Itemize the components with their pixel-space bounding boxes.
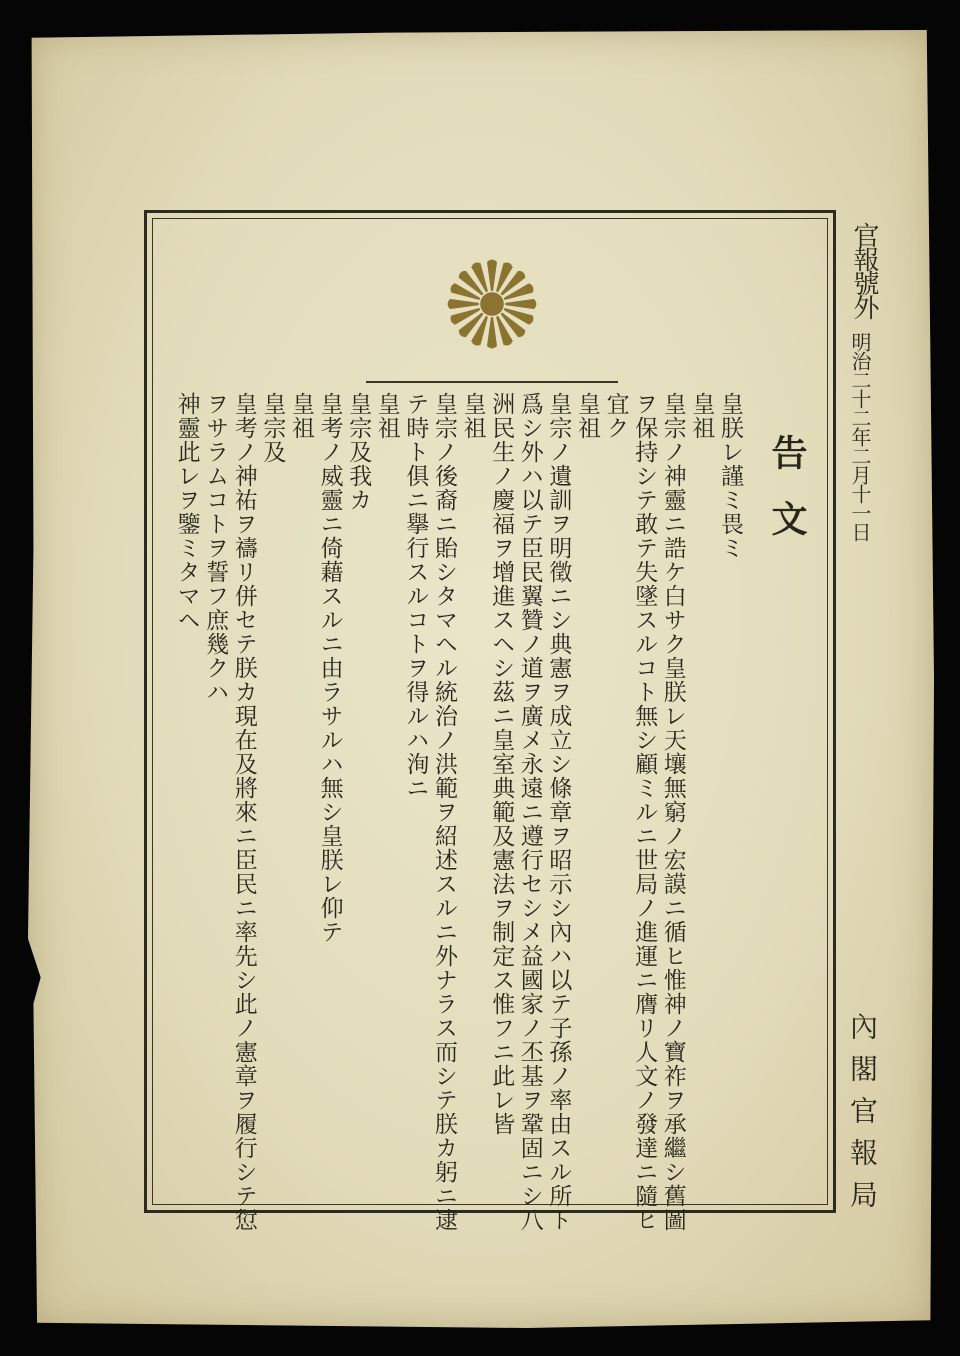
text-column: 皇宗及 [259, 392, 286, 464]
text-column: 皇考ノ神祐ヲ禱リ併セテ朕カ現在及將來ニ臣民ニ率先シ此ノ憲章ヲ履行シテ愆 [230, 392, 257, 1232]
text-column: 皇朕レ謹ミ畏ミ [717, 392, 743, 560]
title-rule [366, 381, 618, 383]
chrysanthemum-emblem-icon [444, 256, 540, 352]
issue-date: 明治二十二年二月十一日 [848, 332, 872, 541]
text-column: 皇祖 [459, 392, 486, 440]
text-column: 皇宗ノ神靈ニ誥ケ白サク皇朕レ天壤無窮ノ宏謨ニ循ヒ惟神ノ寶祚ヲ承繼シ舊圖 [659, 392, 686, 1232]
text-column: 皇祖 [688, 392, 715, 440]
text-column: 洲民生ノ慶福ヲ增進スヘシ茲ニ皇室典範及憲法ヲ制定ス惟フニ此レ皆 [488, 392, 515, 1136]
text-column: 皇祖 [288, 392, 314, 440]
text-column: 皇宗及我カ [345, 392, 372, 512]
text-column: 皇祖 [574, 392, 600, 440]
text-column: 皇考ノ威靈ニ倚藉スルニ由ラサルハ無シ皇朕レ仰テ [316, 392, 343, 944]
text-column: テ時ト俱ニ擧行スルコトヲ得ルハ洵ニ [402, 392, 429, 800]
text-column: 皇宗ノ遺訓ヲ明徵ニシ典憲ヲ成立シ條章ヲ昭示シ內ハ以テ子孫ノ率由スル所ト [545, 392, 572, 1232]
publisher: 內閣官報局 [846, 1012, 879, 1222]
text-column: ヲ保持シテ敢テ失墜スルコト無シ顧ミルニ世局ノ進運ニ膺リ人文ノ發達ニ隨ヒ [631, 392, 658, 1232]
text-column: 皇宗ノ後裔ニ貽シタマヘル統治ノ洪範ヲ紹述スルニ外ナラス而シテ朕カ躬ニ逮 [431, 392, 457, 1232]
gazette-title: 官報號外 [849, 222, 879, 318]
text-column: 爲シ外ハ以テ臣民翼贊ノ道ヲ廣メ永遠ニ遵行セシメ益國家ノ丕基ヲ鞏固ニシ八 [516, 392, 543, 1232]
page-title: 告文 [766, 434, 808, 566]
text-column: 皇祖 [373, 392, 400, 440]
text-column: 神靈此レヲ鑒ミタマヘ [173, 392, 200, 632]
text-column: 宜ク [602, 392, 629, 440]
text-column: ヲサラムコトヲ誓フ庶幾クハ [202, 392, 229, 704]
